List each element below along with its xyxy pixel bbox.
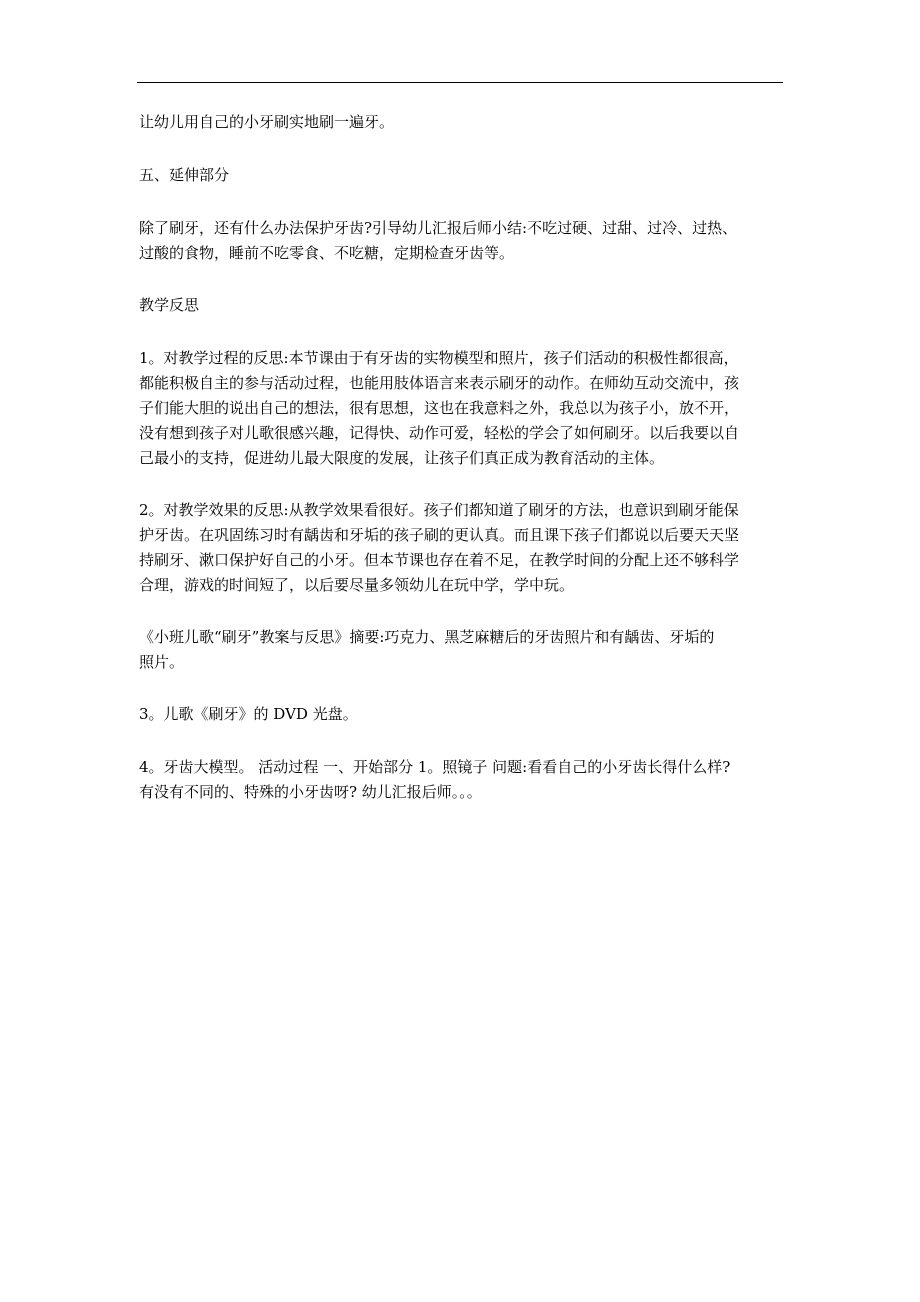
text-line: 护牙齿。在巩固练习时有龋齿和牙垢的孩子刷的更认真。而且课下孩子们都说以后要天天坚 (139, 526, 740, 544)
text-line: 都能积极自主的参与活动过程，也能用肢体语言来表示刷牙的动作。在师幼互动交流中，孩 (139, 374, 740, 392)
paragraph-dvd (139, 702, 785, 727)
header-rule (137, 82, 783, 83)
text-line: 没有想到孩子对儿歌很感兴趣，记得快、动作可爱，轻松的学会了如何刷牙。以后我要以自 (139, 424, 740, 442)
section-heading-extension (139, 163, 785, 188)
text-line: 1。对教学过程的反思:本节课由于有牙齿的实物模型和照片，孩子们活动的积极性都很高， (139, 349, 739, 367)
text-line: 合理，游戏的时间短了，以后要尽量多领幼儿在玩中学，学中玩。 (139, 576, 575, 594)
text-line: 有没有不同的、特殊的小牙齿呀? 幼儿汇报后师。。。 (139, 783, 482, 801)
text-line: 3。儿歌《刷牙》的 DVD 光盘。 (139, 705, 358, 723)
text-line: 照片。 (139, 653, 185, 671)
text-line: 过酸的食物，睡前不吃零食、不吃糖，定期检查牙齿等。 (139, 244, 515, 262)
paragraph-process-reflection (139, 346, 785, 471)
text-line: 五、延伸部分 (139, 166, 230, 184)
paragraph-model-activity (139, 755, 785, 805)
paragraph-brush-teeth (139, 110, 785, 135)
paragraph-summary (139, 625, 785, 675)
text-line: 让幼儿用自己的小牙刷实地刷一遍牙。 (139, 113, 395, 131)
section-heading-reflection (139, 293, 785, 318)
paragraph-protect-teeth (139, 216, 785, 266)
text-line: 教学反思 (139, 296, 200, 314)
text-line: 《小班儿歌“刷牙”教案与反思》摘要:巧克力、黑芝麻糖后的牙齿照片和有龋齿、牙垢的 (139, 628, 715, 646)
text-line: 2。对教学效果的反思:从教学效果看很好。孩子们都知道了刷牙的方法，也意识到刷牙能保 (139, 501, 739, 519)
paragraph-effect-reflection (139, 498, 785, 598)
document-body (139, 110, 785, 832)
text-line: 子们能大胆的说出自己的想法，很有思想，这也在我意料之外，我总以为孩子小，放不开， (139, 399, 740, 417)
text-line: 己最小的支持，促进幼儿最大限度的发展，让孩子们真正成为教育活动的主体。 (139, 449, 665, 467)
text-line: 4。牙齿大模型。 活动过程 一、开始部分 1。照镜子 问题:看看自己的小牙齿长得什么样? (139, 758, 731, 776)
text-line: 持刷牙、漱口保护好自己的小牙。但本节课也存在着不足，在教学时间的分配上还不够科学 (139, 551, 740, 569)
text-line: 除了刷牙，还有什么办法保护牙齿?引导幼儿汇报后师小结:不吃过硬、过甜、过冷、过热、 (139, 219, 738, 237)
